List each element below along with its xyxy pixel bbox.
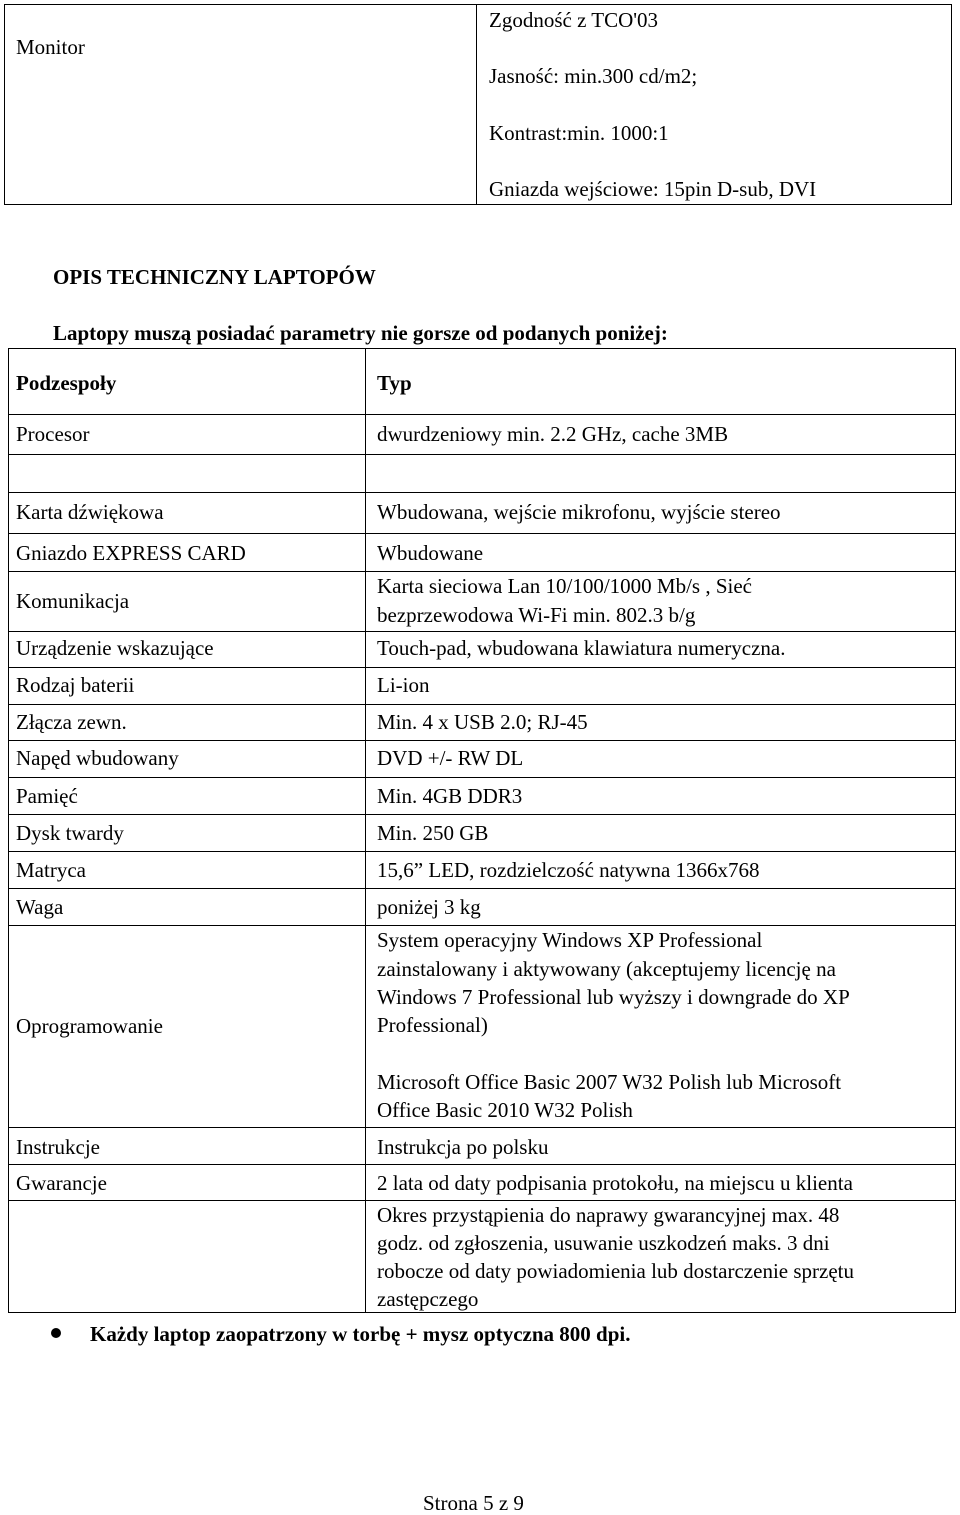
monitor-label: Monitor bbox=[16, 35, 85, 59]
row-type: Professional) bbox=[377, 1013, 488, 1037]
row-component: Złącza zewn. bbox=[16, 710, 127, 734]
row-type: Karta sieciowa Lan 10/100/1000 Mb/s , Sieć bbox=[377, 574, 753, 598]
row-type: Wbudowana, wejście mikrofonu, wyjście stereo bbox=[377, 500, 781, 524]
row-component: Oprogramowanie bbox=[16, 1014, 163, 1038]
row-type: Wbudowane bbox=[377, 541, 484, 565]
row-type: dwurdzeniowy min. 2.2 GHz, cache 3MB bbox=[377, 422, 729, 446]
row-component: Komunikacja bbox=[16, 589, 130, 613]
row-type: godz. od zgłoszenia, usuwanie uszkodzeń maks. 3 dni bbox=[377, 1231, 830, 1255]
row-component: Gniazdo EXPRESS CARD bbox=[16, 541, 246, 565]
row-type: Office Basic 2010 W32 Polish bbox=[377, 1098, 633, 1122]
header-component: Podzespoły bbox=[16, 371, 117, 395]
row-component: Waga bbox=[16, 895, 64, 919]
row-type: System operacyjny Windows XP Professional bbox=[377, 928, 763, 952]
row-component: Matryca bbox=[16, 858, 86, 882]
row-type: 2 lata od daty podpisania protokołu, na miejscu u klienta bbox=[377, 1171, 853, 1195]
row-component: Karta dźwiękowa bbox=[16, 500, 164, 524]
row-type: Min. 4GB DDR3 bbox=[377, 784, 523, 808]
row-component: Urządzenie wskazujące bbox=[16, 636, 214, 660]
row-type: Touch-pad, wbudowana klawiatura numeryczna. bbox=[377, 636, 786, 660]
row-component: Rodzaj baterii bbox=[16, 673, 135, 697]
row-type: Windows 7 Professional lub wyższy i downgrade do XP bbox=[377, 985, 850, 1009]
row-type: DVD +/- RW DL bbox=[377, 746, 524, 770]
monitor-spec: Gniazda wejściowe: 15pin D-sub, DVI bbox=[489, 177, 817, 201]
section-subtitle: Laptopy muszą posiadać parametry nie gorsze od podanych poniżej: bbox=[53, 321, 668, 345]
monitor-spec: Kontrast:min. 1000:1 bbox=[489, 121, 669, 145]
row-type: zastępczego bbox=[377, 1287, 479, 1311]
page-number: Strona 5 z 9 bbox=[423, 1491, 524, 1515]
row-component: Pamięć bbox=[16, 784, 78, 808]
bullet-icon bbox=[51, 1328, 61, 1338]
row-type: 15,6” LED, rozdzielczość natywna 1366x768 bbox=[377, 858, 760, 882]
monitor-spec: Jasność: min.300 cd/m2; bbox=[489, 64, 698, 88]
header-type: Typ bbox=[377, 371, 412, 395]
row-component: Procesor bbox=[16, 422, 90, 446]
section-title: OPIS TECHNICZNY LAPTOPÓW bbox=[53, 265, 376, 289]
row-component: Napęd wbudowany bbox=[16, 746, 179, 770]
row-type: Min. 4 x USB 2.0; RJ-45 bbox=[377, 710, 588, 734]
row-component: Instrukcje bbox=[16, 1135, 100, 1159]
row-type: poniżej 3 kg bbox=[377, 895, 481, 919]
row-type: Okres przystąpienia do naprawy gwarancyjnej max. 48 bbox=[377, 1203, 840, 1227]
row-component: Dysk twardy bbox=[16, 821, 124, 845]
row-type: Li-ion bbox=[377, 673, 430, 697]
row-type: bezprzewodowa Wi-Fi min. 802.3 b/g bbox=[377, 603, 696, 627]
row-type: Min. 250 GB bbox=[377, 821, 489, 845]
row-type: Instrukcja po polsku bbox=[377, 1135, 549, 1159]
row-component: Gwarancje bbox=[16, 1171, 107, 1195]
row-type: zainstalowany i aktywowany (akceptujemy licencję na bbox=[377, 957, 836, 981]
bullet-note: Każdy laptop zaopatrzony w torbę + mysz optyczna 800 dpi. bbox=[90, 1322, 631, 1346]
monitor-spec: Zgodność z TCO'03 bbox=[489, 8, 659, 32]
row-type: Microsoft Office Basic 2007 W32 Polish lub Microsoft bbox=[377, 1070, 842, 1094]
row-type: robocze od daty powiadomienia lub dostarczenie sprzętu bbox=[377, 1259, 854, 1283]
